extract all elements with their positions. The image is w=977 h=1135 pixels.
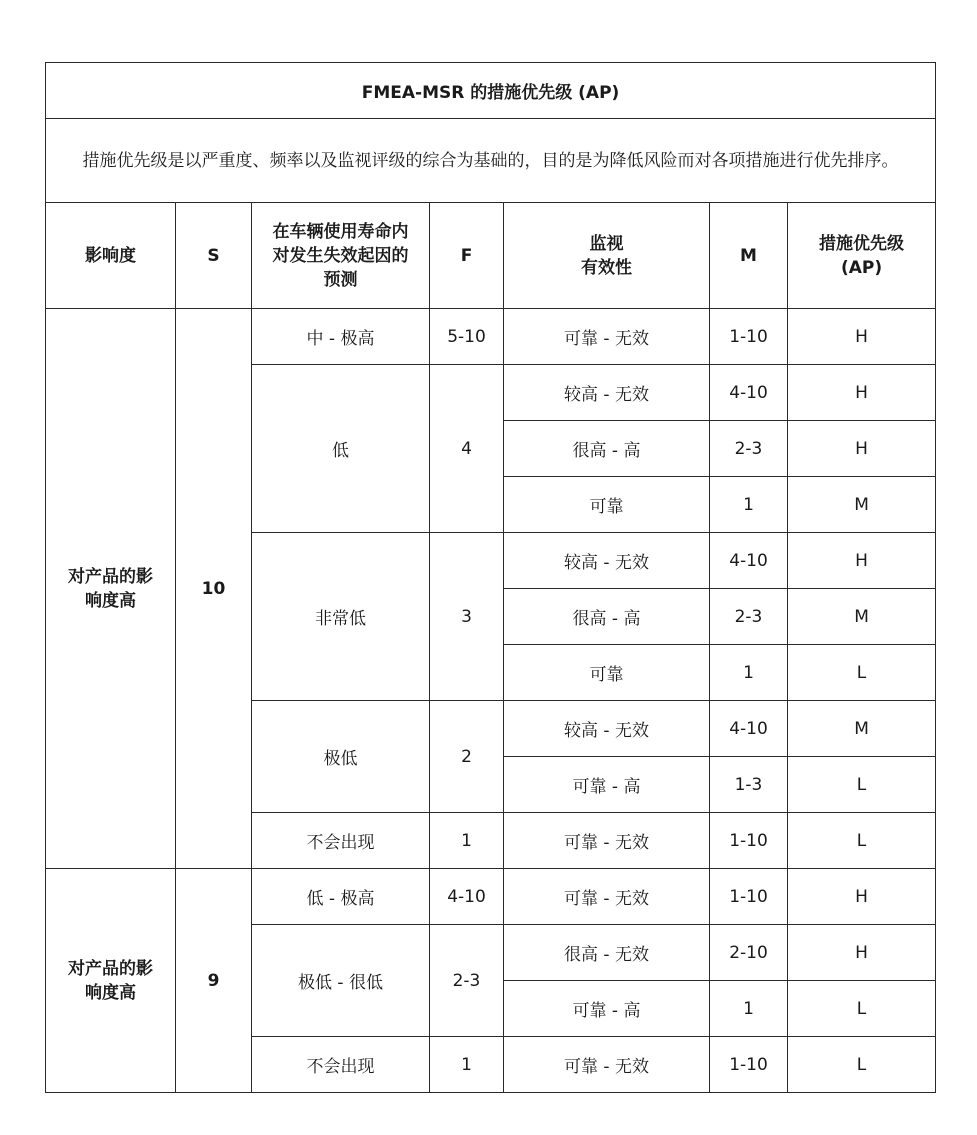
monitoring-rating-cell: 1: [710, 645, 788, 701]
ap-cell: M: [788, 701, 936, 757]
ap-cell: L: [788, 813, 936, 869]
header-f: F: [430, 203, 504, 309]
prediction-cell: 不会出现: [252, 1037, 430, 1093]
monitoring-cell: 较高 - 无效: [504, 365, 710, 421]
monitoring-rating-cell: 2-3: [710, 421, 788, 477]
monitoring-rating-cell: 4-10: [710, 533, 788, 589]
header-prediction: 在车辆使用寿命内 对发生失效起因的 预测: [252, 203, 430, 309]
monitoring-rating-cell: 1-10: [710, 1037, 788, 1093]
monitoring-cell: 较高 - 无效: [504, 533, 710, 589]
table-row: [46, 309, 936, 365]
table-title: FMEA-MSR 的措施优先级 (AP): [46, 63, 936, 119]
ap-cell: L: [788, 981, 936, 1037]
ap-cell: H: [788, 421, 936, 477]
table-row: [46, 869, 936, 925]
ap-cell: H: [788, 533, 936, 589]
header-m: M: [710, 203, 788, 309]
frequency-cell: 4: [430, 365, 504, 533]
frequency-cell: 1: [430, 1037, 504, 1093]
severity-cell: 10: [176, 309, 252, 869]
header-s: S: [176, 203, 252, 309]
header-monitoring: [504, 203, 710, 309]
monitoring-rating-cell: 2-3: [710, 589, 788, 645]
ap-cell: L: [788, 1037, 936, 1093]
frequency-cell: 2: [430, 701, 504, 813]
monitoring-cell: 可靠 - 高: [504, 981, 710, 1037]
prediction-cell: 低: [252, 365, 430, 533]
frequency-cell: 3: [430, 533, 504, 701]
monitoring-rating-cell: 1: [710, 981, 788, 1037]
monitoring-cell: 可靠 - 无效: [504, 309, 710, 365]
monitoring-rating-cell: 2-10: [710, 925, 788, 981]
frequency-cell: 1: [430, 813, 504, 869]
impact-cell: 对产品的影 响度高: [46, 309, 176, 869]
severity-cell: 9: [176, 869, 252, 1093]
prediction-cell: 非常低: [252, 533, 430, 701]
ap-cell: H: [788, 925, 936, 981]
header-row: [46, 203, 936, 309]
monitoring-rating-cell: 1-10: [710, 869, 788, 925]
monitoring-rating-cell: 1: [710, 477, 788, 533]
table-description: 措施优先级是以严重度、频率以及监视评级的综合为基础的，目的是为降低风险而对各项措施进行优先排序。: [46, 119, 936, 203]
prediction-cell: 中 - 极高: [252, 309, 430, 365]
impact-cell: 对产品的影 响度高: [46, 869, 176, 1093]
ap-cell: L: [788, 645, 936, 701]
ap-cell: M: [788, 589, 936, 645]
monitoring-rating-cell: 1-3: [710, 757, 788, 813]
prediction-cell: 低 - 极高: [252, 869, 430, 925]
monitoring-cell: 很高 - 无效: [504, 925, 710, 981]
frequency-cell: 4-10: [430, 869, 504, 925]
monitoring-rating-cell: 1-10: [710, 813, 788, 869]
ap-table: [45, 62, 936, 1093]
monitoring-rating-cell: 4-10: [710, 365, 788, 421]
monitoring-cell: 可靠 - 高: [504, 757, 710, 813]
monitoring-cell: 可靠: [504, 477, 710, 533]
ap-cell: H: [788, 869, 936, 925]
monitoring-rating-cell: 4-10: [710, 701, 788, 757]
monitoring-cell: 很高 - 高: [504, 589, 710, 645]
header-impact: 影响度: [46, 203, 176, 309]
monitoring-cell: 很高 - 高: [504, 421, 710, 477]
header-ap: 措施优先级 (AP): [788, 203, 936, 309]
prediction-cell: 极低 - 很低: [252, 925, 430, 1037]
ap-cell: M: [788, 477, 936, 533]
frequency-cell: 2-3: [430, 925, 504, 1037]
monitoring-cell: 可靠 - 无效: [504, 1037, 710, 1093]
ap-cell: H: [788, 309, 936, 365]
header-monitoring-line1: 监视: [589, 233, 624, 254]
header-monitoring-line2: 有效性: [581, 257, 632, 278]
ap-cell: H: [788, 365, 936, 421]
prediction-cell: 不会出现: [252, 813, 430, 869]
frequency-cell: 5-10: [430, 309, 504, 365]
monitoring-rating-cell: 1-10: [710, 309, 788, 365]
monitoring-cell: 可靠: [504, 645, 710, 701]
prediction-cell: 极低: [252, 701, 430, 813]
monitoring-cell: 可靠 - 无效: [504, 813, 710, 869]
monitoring-cell: 可靠 - 无效: [504, 869, 710, 925]
ap-cell: L: [788, 757, 936, 813]
monitoring-cell: 较高 - 无效: [504, 701, 710, 757]
